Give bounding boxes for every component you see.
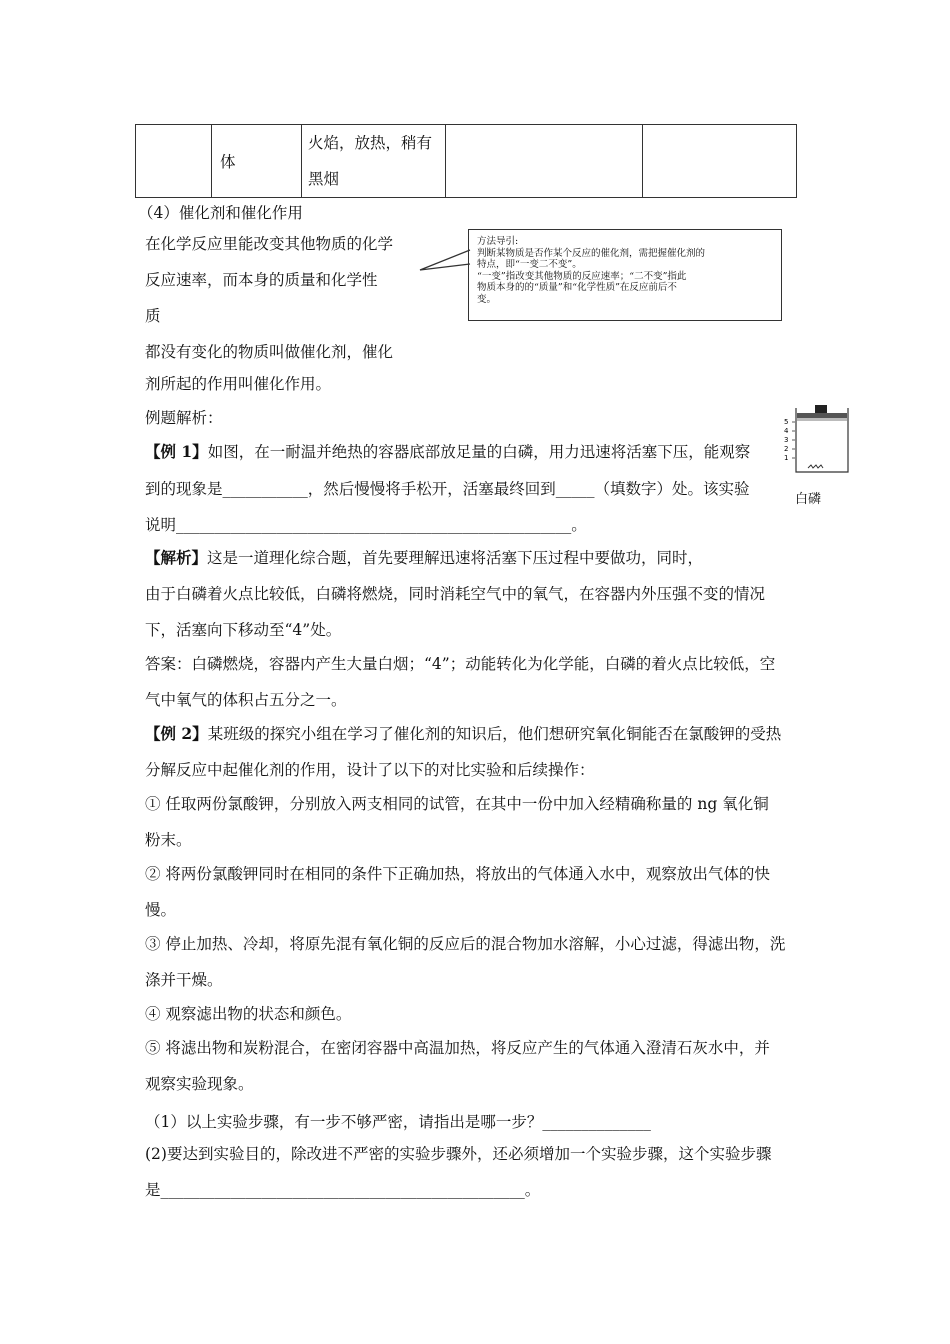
definition-line: 都没有变化的物质叫做催化剂，催化 [145, 343, 394, 361]
analysis-line-1 [145, 546, 703, 568]
table-cell-empty [136, 125, 212, 198]
step-line: ③ 停止加热、冷却，将原先混有氧化铜的反应后的混合物加水溶解，小心过滤，得滤出物，洗 [145, 935, 786, 953]
analysis-line-3: 下，活塞向下移动至“4”处。 [145, 621, 342, 639]
piston [797, 413, 847, 418]
piston-handle [815, 405, 827, 413]
step-line: ① 任取两份氯酸钾，分别放入两支相同的试管，在其中一份中加入经精确称量的 ng 氧化铜 [145, 795, 769, 813]
example1-tag: 【例 1】 [145, 442, 208, 461]
scale-label: 5 [784, 418, 789, 426]
state-text: 体 [220, 153, 236, 171]
step-line: 观察实验现象。 [145, 1075, 254, 1093]
table-row [136, 125, 797, 198]
callout-line: 变。 [477, 293, 497, 305]
definition-line: 反应速率，而本身的质量和化学性 [145, 271, 378, 289]
question-2-line-2: 是_______________________________________________。 [145, 1181, 541, 1199]
callout-pointer [418, 248, 472, 274]
callout-line: 方法导引: [477, 236, 519, 247]
definition-line: 在化学反应里能改变其他物质的化学 [145, 235, 394, 253]
definition-line: 质 [145, 307, 161, 325]
step-line: 涤并干燥。 [145, 971, 223, 989]
question-2-line-1: (2)要达到实验目的，除改进不严密的实验步骤外，还必须增加一个实验步骤，这个实验步骤 [145, 1145, 772, 1163]
method-guide-box [468, 229, 782, 321]
properties-table [135, 124, 797, 198]
phosphorus-mark [808, 465, 823, 468]
answer-line-2: 气中氧气的体积占五分之一。 [145, 691, 347, 709]
question-1: （1）以上实验步骤，有一步不够严密，请指出是哪一步？______________ [145, 1113, 651, 1131]
analysis-line-2: 由于白磷着火点比较低，白磷将燃烧，同时消耗空气中的氧气，在容器内外压强不变的情况 [145, 585, 766, 603]
example2-text: 某班级的探究小组在学习了催化剂的知识后，他们想研究氧化铜能否在氯酸钾的受热 [207, 725, 782, 743]
step-line: ② 将两份氯酸钾同时在相同的条件下正确加热，将放出的气体通入水中，观察放出气体的快 [145, 865, 770, 883]
callout-line: 特点，即“一变二不变”。 [477, 259, 582, 270]
example2-line-1 [145, 722, 781, 744]
step-line: ④ 观察滤出物的状态和颜色。 [145, 1005, 352, 1023]
callout-line: 判断某物质是否作某个反应的催化剂，需把握催化剂的 [477, 247, 706, 259]
table-cell-state [212, 125, 302, 198]
piston-container-figure [784, 402, 854, 482]
scale-label: 1 [784, 454, 789, 462]
example1-line-1 [145, 440, 750, 462]
answer-line-1: 答案：白磷燃烧，容器内产生大量白烟；“4”；动能转化为化学能，白磷的着火点比较低，空 [145, 655, 776, 673]
callout-line: “一变”指改变其他物质的反应速率；“二不变”指此 [477, 270, 687, 282]
step-line: ⑤ 将滤出物和炭粉混合，在密闭容器中高温加热，将反应产生的气体通入澄清石灰水中，并 [145, 1039, 770, 1057]
figure-caption: 白磷 [795, 492, 822, 507]
scale-label: 3 [784, 436, 789, 444]
definition-line: 剂所起的作用叫催化作用。 [145, 375, 332, 393]
example2-tag: 【例 2】 [145, 724, 208, 743]
example2-line-2: 分解反应中起催化剂的作用，设计了以下的对比实验和后续操作： [145, 761, 595, 779]
example1-line-2: 到的现象是___________，然后慢慢将手松开，活塞最终回到_____（填数字）处。该实验 [145, 480, 750, 498]
table-cell-phenomenon [302, 125, 446, 198]
analysis-tag: 【解析】 [145, 548, 208, 567]
callout-line: 物质本身的的“质量”和“化学性质”在反应前后不 [477, 282, 677, 293]
step-line: 慢。 [145, 901, 177, 919]
scale-label: 2 [784, 445, 789, 453]
section-title: （4）催化剂和催化作用 [138, 204, 303, 222]
phenomenon-line-1: 火焰，放热，稍有 [308, 134, 433, 152]
table-cell-empty [643, 125, 797, 198]
example1-line-3: 说明___________________________________________________。 [145, 516, 587, 534]
step-line: 粉末。 [145, 831, 192, 849]
example1-text: 如图，在一耐温并绝热的容器底部放足量的白磷，用力迅速将活塞下压，能观察 [207, 443, 751, 461]
examples-title: 例题解析： [145, 409, 223, 427]
scale-label: 4 [784, 427, 789, 435]
phenomenon-line-2: 黑烟 [308, 170, 340, 188]
analysis-text: 这是一道理化综合题，首先要理解迅速将活塞下压过程中要做功，同时， [207, 549, 704, 567]
table-cell-empty [446, 125, 643, 198]
